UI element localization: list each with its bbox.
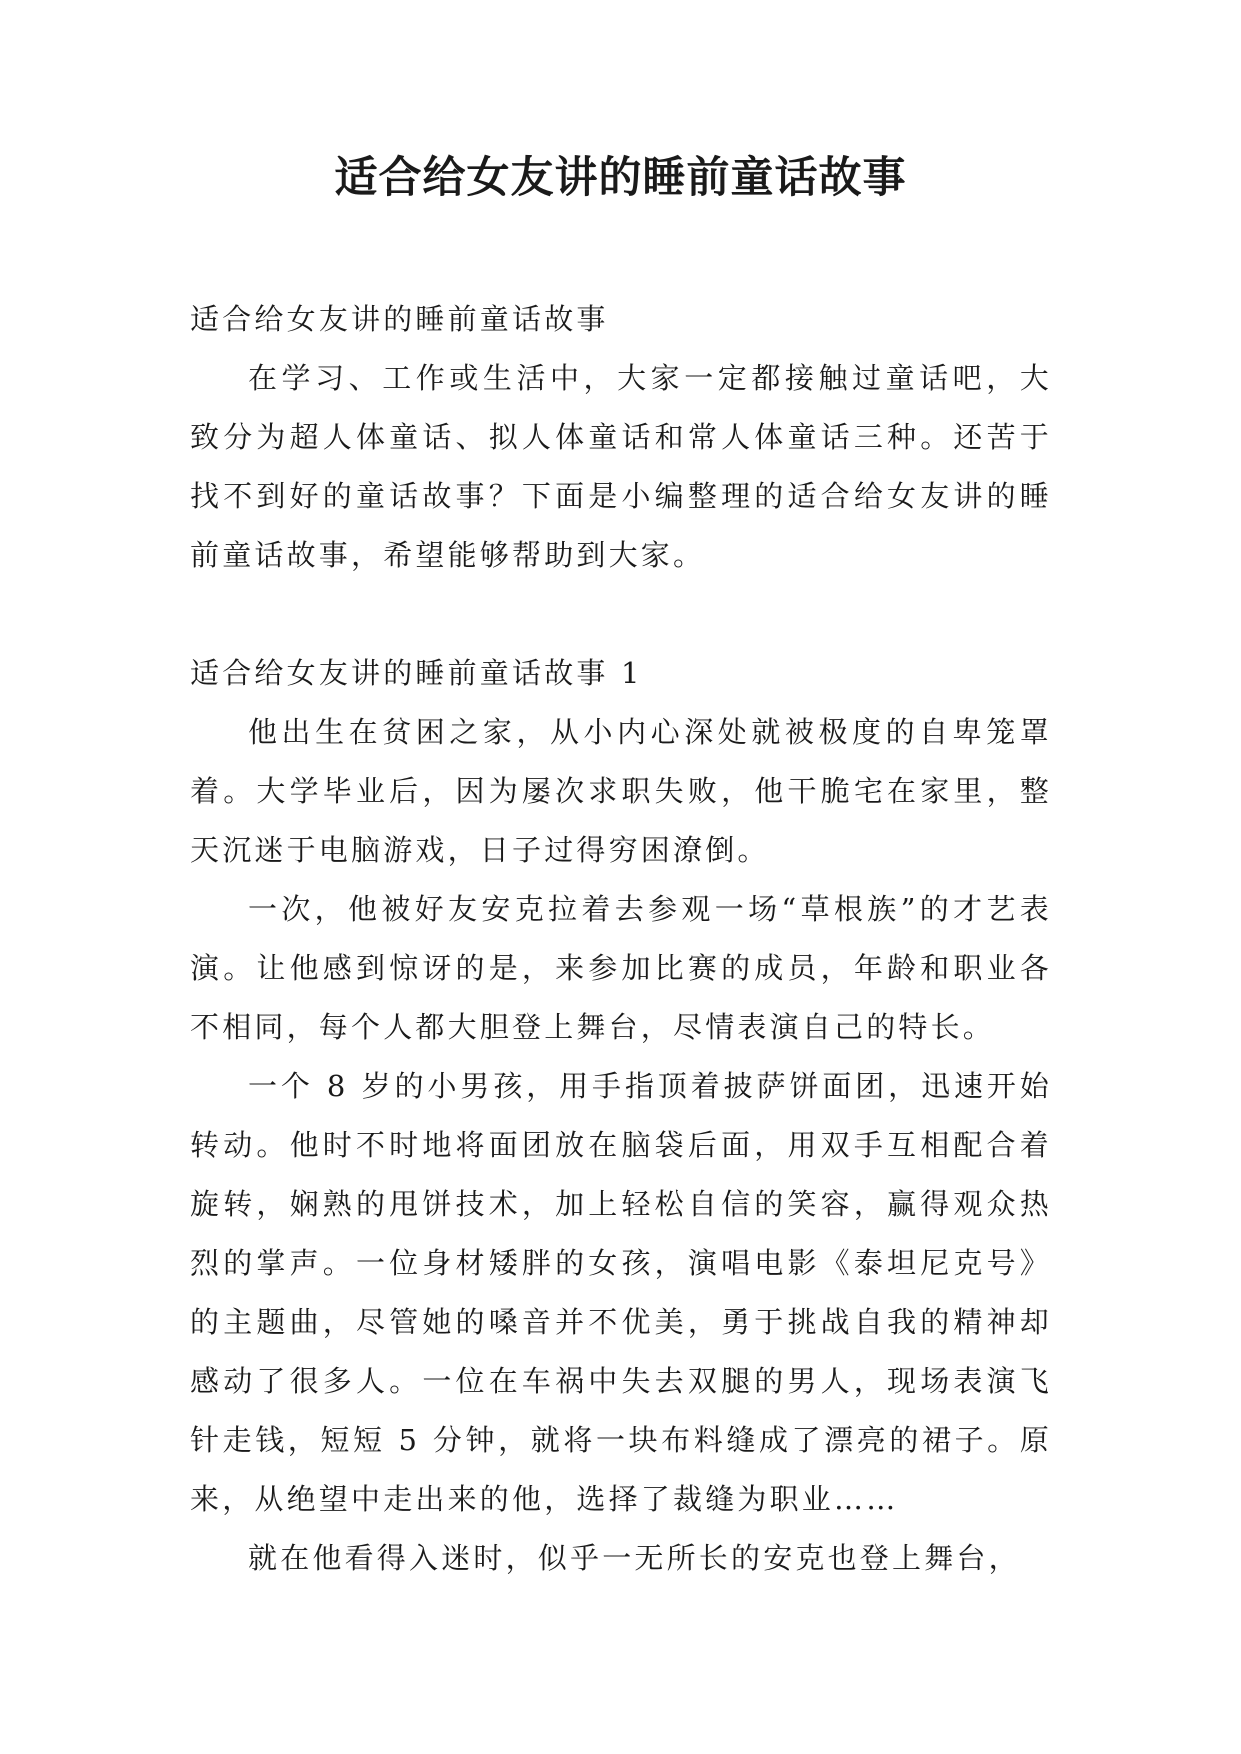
section-heading: 适合给女友讲的睡前童话故事 1 bbox=[190, 656, 643, 690]
document-body bbox=[190, 290, 1052, 1588]
document-title: 适合给女友讲的睡前童话故事 bbox=[334, 153, 907, 203]
story-paragraph-4: 就在他看得入迷时，似乎一无所长的安克也登上舞台， bbox=[248, 1541, 1021, 1575]
story-paragraph-1: 他出生在贫困之家，从小内心深处就被极度的自卑笼罩着。大学毕业后，因为屡次求职失败，他干脆宅在家里，整天沉迷于电脑游戏，日子过得穷困潦倒。 bbox=[190, 715, 1052, 867]
subtitle-line: 适合给女友讲的睡前童话故事 bbox=[190, 302, 609, 336]
story-paragraph-2: 一次，他被好友安克拉着去参观一场“草根族”的才艺表演。让他感到惊讶的是，来参加比赛的成员，年龄和职业各不相同，每个人都大胆登上舞台，尽情表演自己的特长。 bbox=[190, 892, 1052, 1044]
story-paragraph-3: 一个 8 岁的小男孩，用手指顶着披萨饼面团，迅速开始转动。他时不时地将面团放在脑袋后面，用双手互相配合着旋转，娴熟的甩饼技术，加上轻松自信的笑容，赢得观众热烈的掌声。一位身材矮胖的女孩，演唱电影《泰坦尼克号》的主题曲，尽管她的嗓音并不优美，勇于挑战自我的精神却感动了很多人。一位在车祸中失去双腿的男人，现场表演飞针走钱，短短 5 分钟，就将一块布料缝成了漂亮的裙子。原来，从绝望中走出来的他，选择了裁缝为职业…… bbox=[190, 1069, 1052, 1516]
intro-paragraph: 在学习、工作或生活中，大家一定都接触过童话吧，大致分为超人体童话、拟人体童话和常人体童话三种。还苦于找不到好的童话故事？下面是小编整理的适合给女友讲的睡前童话故事，希望能够帮助到大家。 bbox=[190, 361, 1052, 572]
blank-line bbox=[190, 585, 1052, 644]
